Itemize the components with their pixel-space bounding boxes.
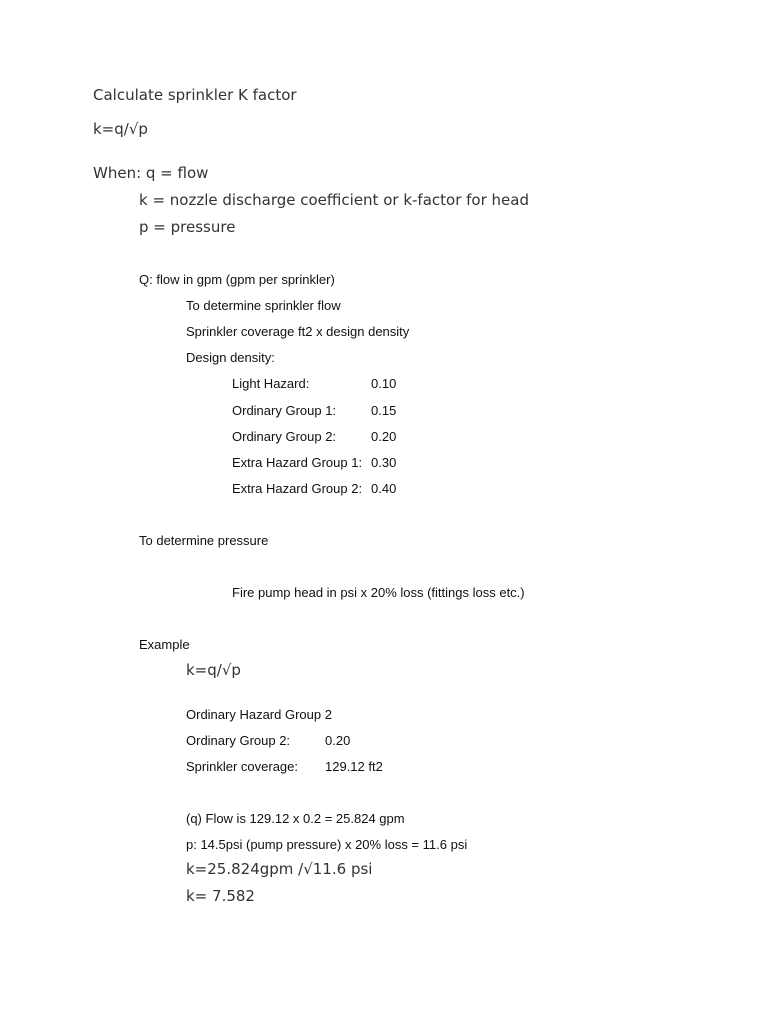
density-value: 0.20	[371, 429, 397, 444]
k-definition: k = nozzle discharge coefficient or k-factor for head	[139, 191, 529, 209]
density-row	[232, 403, 397, 418]
example-flow-text: (q) Flow is 129.12 x 0.2 = 25.824 gpm	[186, 811, 405, 826]
density-row	[232, 376, 397, 391]
example-k-formula: k=q/√p	[186, 661, 241, 679]
coverage-formula-text: Sprinkler coverage ft2 x design density	[186, 324, 410, 339]
example-row-value: 129.12 ft2	[325, 759, 383, 774]
example-k-result: k= 7.582	[186, 887, 255, 905]
density-value: 0.30	[371, 455, 397, 470]
k-formula: k=q/√p	[93, 120, 148, 138]
density-value: 0.15	[371, 403, 397, 418]
density-value: 0.40	[371, 481, 397, 496]
density-row	[232, 481, 397, 496]
density-row	[232, 429, 397, 444]
density-label: Extra Hazard Group 1:	[232, 455, 363, 470]
when-q-definition: When: q = flow	[93, 164, 209, 182]
example-row-value: 0.20	[325, 733, 351, 748]
density-value: 0.10	[371, 376, 397, 391]
p-definition: p = pressure	[139, 218, 236, 236]
example-pressure-text: p: 14.5psi (pump pressure) x 20% loss = 11.6 psi	[186, 837, 468, 852]
page-title: Calculate sprinkler K factor	[93, 86, 297, 104]
density-label: Light Hazard:	[232, 376, 310, 391]
density-label: Extra Hazard Group 2:	[232, 481, 363, 496]
q-heading: Q: flow in gpm (gpm per sprinkler)	[139, 272, 335, 287]
determine-flow-text: To determine sprinkler flow	[186, 298, 341, 313]
example-heading: Example	[139, 637, 190, 652]
design-density-label: Design density:	[186, 350, 275, 365]
density-row	[232, 455, 397, 470]
density-label: Ordinary Group 1:	[232, 403, 337, 418]
example-k-calc: k=25.824gpm /√11.6 psi	[186, 860, 373, 878]
example-row-label: Sprinkler coverage:	[186, 759, 298, 774]
pressure-formula-text: Fire pump head in psi x 20% loss (fittings loss etc.)	[232, 585, 525, 600]
example-row-label: Ordinary Group 2:	[186, 733, 291, 748]
pressure-heading: To determine pressure	[139, 533, 269, 548]
example-row	[186, 759, 383, 774]
example-row	[186, 733, 351, 748]
density-label: Ordinary Group 2:	[232, 429, 337, 444]
example-hazard-text: Ordinary Hazard Group 2	[186, 707, 332, 722]
